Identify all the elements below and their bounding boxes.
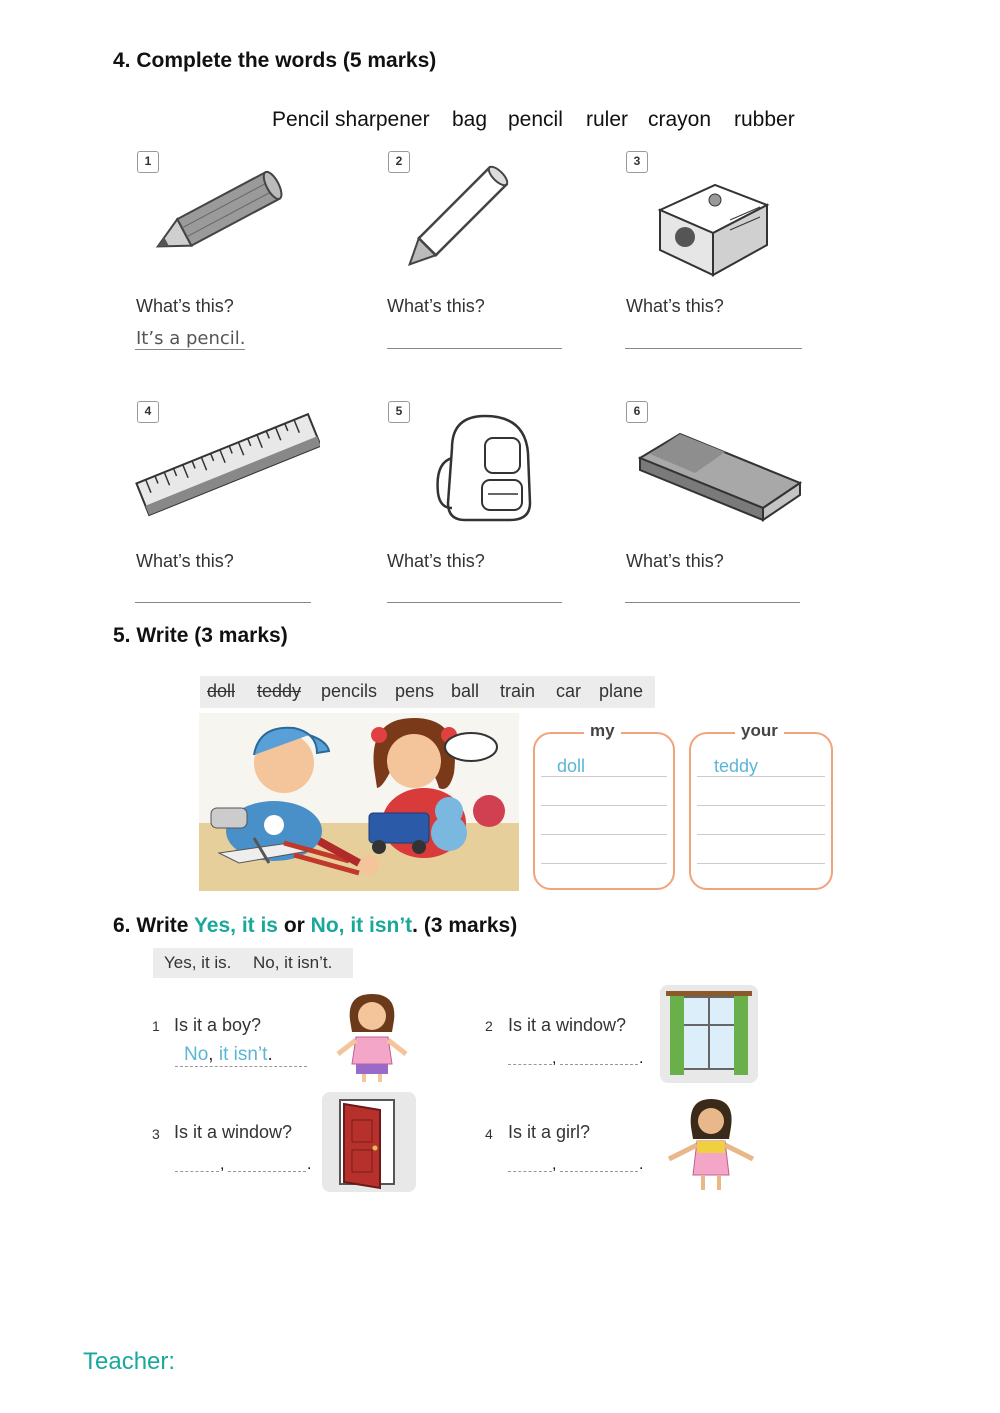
- yes-no-strip: [153, 948, 353, 978]
- answer-part-b: it isn’t: [218, 1044, 268, 1065]
- toy-word: ball: [451, 681, 480, 701]
- toy-word: teddy: [257, 681, 302, 701]
- question-text: Is it a girl?: [508, 1122, 591, 1142]
- section-4-heading: 4. Complete the words (5 marks): [113, 49, 437, 72]
- answer-comma: ,: [552, 1050, 557, 1067]
- my-card-example: doll: [557, 756, 586, 776]
- heading-yes: Yes, it is: [193, 914, 278, 937]
- ruler-illustration: [135, 400, 320, 525]
- item-question: What’s this?: [136, 296, 234, 316]
- rubber-illustration: [635, 428, 810, 523]
- answer-line[interactable]: [625, 602, 800, 603]
- pencil-illustration: [140, 170, 295, 260]
- item-number: 2: [388, 151, 410, 173]
- answer-line[interactable]: [387, 602, 562, 603]
- girl-picture-4: [663, 1097, 758, 1192]
- answer-blank[interactable]: [560, 1171, 638, 1172]
- item-question: What’s this?: [387, 296, 485, 316]
- card-line[interactable]: [697, 805, 825, 806]
- my-card: [533, 732, 675, 890]
- card-line[interactable]: [697, 834, 825, 835]
- card-line[interactable]: [697, 863, 825, 864]
- children-toys-illustration: [199, 713, 519, 891]
- answer-dot: .: [267, 1044, 273, 1065]
- card-line[interactable]: [541, 834, 667, 835]
- door-picture-3: [322, 1092, 416, 1192]
- section-5-heading: 5. Write (3 marks): [113, 624, 288, 647]
- item-question: What’s this?: [387, 551, 485, 571]
- toy-word-strip: [200, 676, 655, 708]
- toy-word: pens: [395, 681, 435, 701]
- answer-blank[interactable]: [560, 1064, 638, 1065]
- item-number: 5: [388, 401, 410, 423]
- question-number: 4: [485, 1126, 493, 1142]
- choice-yes: Yes, it is.: [164, 953, 232, 972]
- question-number: 3: [152, 1126, 160, 1142]
- question-text: Is it a boy?: [174, 1015, 262, 1035]
- toy-word: pencils: [321, 681, 378, 701]
- answer-line[interactable]: [625, 348, 802, 349]
- word-bank-item: crayon: [648, 108, 712, 131]
- heading-prefix: 6. Write: [113, 914, 194, 937]
- answer-comma: ,: [552, 1156, 557, 1173]
- item-number: 3: [626, 151, 648, 173]
- crayon-illustration: [395, 160, 520, 275]
- your-card-label: your: [735, 721, 784, 741]
- item-question: What’s this?: [136, 551, 234, 571]
- answer-blank[interactable]: [228, 1171, 306, 1172]
- answer-blank[interactable]: [508, 1064, 552, 1065]
- answer-dot: .: [307, 1156, 312, 1173]
- card-line[interactable]: [541, 776, 667, 777]
- answer-part-a: No: [184, 1044, 209, 1065]
- window-picture-2: [660, 985, 758, 1083]
- example-answer-1: [176, 1044, 273, 1066]
- sharpener-illustration: [655, 165, 775, 280]
- item-question: What’s this?: [626, 551, 724, 571]
- answer-comma: ,: [208, 1044, 214, 1065]
- item-question: What’s this?: [626, 296, 724, 316]
- question-text: Is it a window?: [508, 1015, 627, 1035]
- answer-dot: .: [639, 1156, 644, 1173]
- word-bank-item: bag: [452, 108, 488, 131]
- answer-line[interactable]: [135, 602, 311, 603]
- section-6-heading: [113, 914, 517, 938]
- toy-word: doll: [207, 681, 236, 701]
- toy-word: plane: [599, 681, 644, 701]
- question-number: 2: [485, 1018, 493, 1034]
- teacher-label: Teacher:: [83, 1348, 176, 1375]
- word-bank-item: ruler: [586, 108, 629, 131]
- answer-comma: ,: [220, 1156, 225, 1173]
- answer-line: [135, 349, 245, 350]
- heading-no: No, it isn’t: [310, 914, 413, 937]
- choice-no: No, it isn’t.: [253, 953, 333, 972]
- bag-illustration: [430, 408, 545, 533]
- item-number: 4: [137, 401, 159, 423]
- answer-line[interactable]: [387, 348, 562, 349]
- my-card-label: my: [584, 721, 621, 741]
- word-bank-item: Pencil sharpener: [272, 108, 430, 131]
- card-line[interactable]: [541, 863, 667, 864]
- heading-suffix: . (3 marks): [412, 914, 518, 937]
- card-line[interactable]: [541, 805, 667, 806]
- word-bank-item: pencil: [508, 108, 563, 131]
- card-line[interactable]: [697, 776, 825, 777]
- your-card-example: teddy: [714, 756, 759, 776]
- question-number: 1: [152, 1018, 160, 1034]
- item-number: 6: [626, 401, 648, 423]
- answer-dot: .: [639, 1050, 644, 1067]
- word-bank-item: rubber: [734, 108, 795, 131]
- heading-or: or: [278, 914, 311, 937]
- your-card: [689, 732, 833, 890]
- toy-word: train: [500, 681, 536, 701]
- answer-line: [175, 1066, 307, 1067]
- girl-picture-1: [332, 992, 412, 1082]
- answer-blank[interactable]: [508, 1171, 552, 1172]
- item-number: 1: [137, 151, 159, 173]
- answer-blank[interactable]: [175, 1171, 219, 1172]
- question-text: Is it a window?: [174, 1122, 293, 1142]
- example-answer: It’s a pencil.: [136, 328, 246, 349]
- toy-word: car: [556, 681, 582, 701]
